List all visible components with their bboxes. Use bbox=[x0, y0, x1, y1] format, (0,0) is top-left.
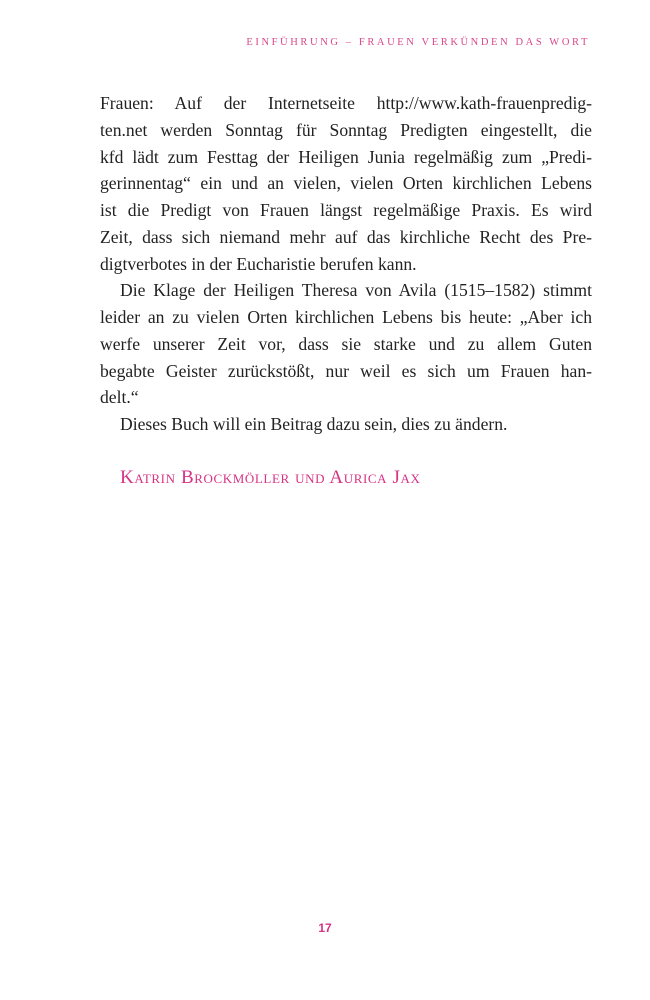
text-line: Dieses Buch will ein Beitrag dazu sein, dies zu ändern. bbox=[120, 414, 508, 434]
text-line: Die Klage der Heiligen Theresa von Avila (1515–1582) stimmt bbox=[120, 280, 592, 301]
text-line: ist die Predigt von Frauen längst regelmäßige Praxis. Es wird bbox=[100, 200, 592, 220]
text-line: digtverbotes in der Eucharistie berufen kann. bbox=[100, 253, 417, 274]
running-header: EINFÜHRUNG – FRAUEN VERKÜNDEN DAS WORT bbox=[246, 37, 590, 48]
body-text bbox=[100, 90, 592, 438]
text-line: ten.net werden Sonntag für Sonntag Predigten eingestellt, die bbox=[100, 119, 592, 140]
text-line: Frauen: Auf der Internetseite http://www.kath-frauenpredig- bbox=[100, 93, 592, 113]
text-line: werfe unserer Zeit vor, dass sie starke und zu allem Guten bbox=[100, 333, 592, 354]
text-line: leider an zu vielen Orten kirchlichen Lebens bis heute: „Aber ich bbox=[100, 307, 592, 327]
page-number: 17 bbox=[318, 921, 332, 935]
text-line: kfd lädt zum Festtag der Heiligen Junia regelmäßig zum „Predi- bbox=[100, 146, 592, 167]
text-line: Zeit, dass sich niemand mehr auf das kirchliche Recht des Pre- bbox=[100, 226, 592, 247]
text-line: delt.“ bbox=[100, 387, 139, 408]
text-line: gerinnentag“ ein und an vielen, vielen Orten kirchlichen Lebens bbox=[100, 173, 592, 194]
text-line: begabte Geister zurückstößt, nur weil es sich um Frauen han- bbox=[100, 360, 592, 381]
author-signature: Katrin Brockmöller und Aurica Jax bbox=[120, 467, 421, 488]
